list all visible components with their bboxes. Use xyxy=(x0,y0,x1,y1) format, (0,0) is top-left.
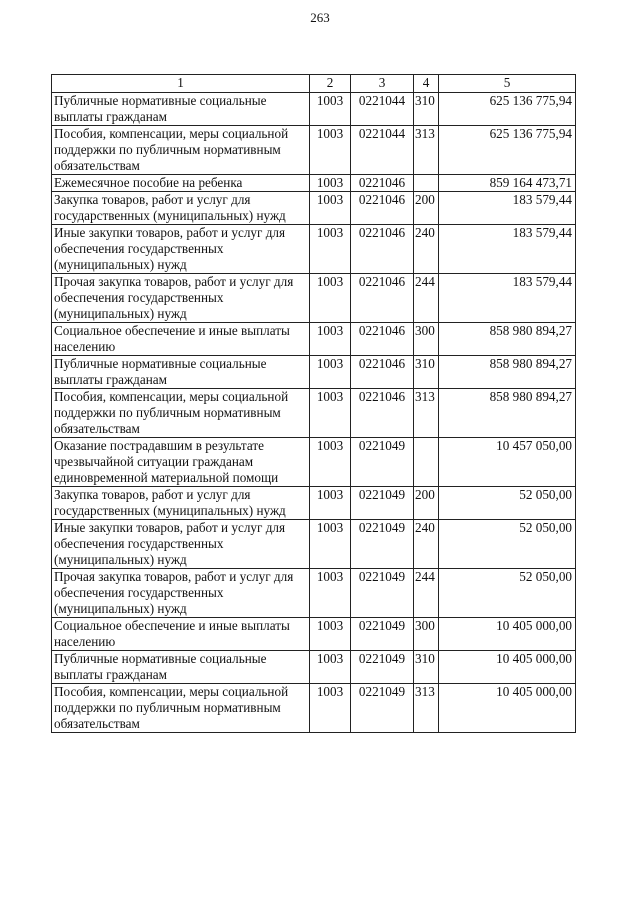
row-kind-cell: 300 xyxy=(414,618,439,651)
row-amount-cell: 183 579,44 xyxy=(439,274,576,323)
row-kind-cell: 244 xyxy=(414,569,439,618)
column-header-name: 1 xyxy=(52,75,310,93)
column-header-code: 3 xyxy=(351,75,414,93)
row-name-cell: Прочая закупка товаров, работ и услуг для обеспечения государственных (муниципальных) нужд xyxy=(52,569,310,618)
table-header xyxy=(52,75,576,93)
row-kind-cell: 310 xyxy=(414,651,439,684)
row-section-cell: 1003 xyxy=(310,569,351,618)
table-row xyxy=(52,487,576,520)
column-header-section: 2 xyxy=(310,75,351,93)
row-name-cell: Закупка товаров, работ и услуг для государственных (муниципальных) нужд xyxy=(52,192,310,225)
table-row xyxy=(52,274,576,323)
row-code-cell: 0221049 xyxy=(351,618,414,651)
row-kind-cell: 240 xyxy=(414,520,439,569)
row-amount-cell: 858 980 894,27 xyxy=(439,389,576,438)
row-kind-cell: 313 xyxy=(414,126,439,175)
table-row xyxy=(52,684,576,733)
row-name-cell: Прочая закупка товаров, работ и услуг для обеспечения государственных (муниципальных) нужд xyxy=(52,274,310,323)
row-kind-cell: 313 xyxy=(414,684,439,733)
row-amount-cell: 10 405 000,00 xyxy=(439,684,576,733)
row-amount-cell: 10 457 050,00 xyxy=(439,438,576,487)
table-row xyxy=(52,520,576,569)
row-section-cell: 1003 xyxy=(310,93,351,126)
row-kind-cell xyxy=(414,438,439,487)
row-amount-cell: 10 405 000,00 xyxy=(439,618,576,651)
row-name-cell: Закупка товаров, работ и услуг для государственных (муниципальных) нужд xyxy=(52,487,310,520)
table-row xyxy=(52,438,576,487)
row-amount-cell: 52 050,00 xyxy=(439,569,576,618)
row-name-cell: Публичные нормативные социальные выплаты гражданам xyxy=(52,356,310,389)
row-section-cell: 1003 xyxy=(310,126,351,175)
row-amount-cell: 10 405 000,00 xyxy=(439,651,576,684)
row-amount-cell: 859 164 473,71 xyxy=(439,175,576,192)
row-code-cell: 0221049 xyxy=(351,651,414,684)
column-header-kind: 4 xyxy=(414,75,439,93)
column-header-amount: 5 xyxy=(439,75,576,93)
row-section-cell: 1003 xyxy=(310,274,351,323)
row-code-cell: 0221049 xyxy=(351,569,414,618)
row-code-cell: 0221049 xyxy=(351,438,414,487)
row-section-cell: 1003 xyxy=(310,356,351,389)
row-name-cell: Социальное обеспечение и иные выплаты населению xyxy=(52,618,310,651)
row-name-cell: Ежемесячное пособие на ребенка xyxy=(52,175,310,192)
budget-table xyxy=(51,74,576,733)
row-section-cell: 1003 xyxy=(310,192,351,225)
row-amount-cell: 52 050,00 xyxy=(439,520,576,569)
row-section-cell: 1003 xyxy=(310,389,351,438)
table-row xyxy=(52,93,576,126)
row-code-cell: 0221046 xyxy=(351,323,414,356)
row-amount-cell: 858 980 894,27 xyxy=(439,323,576,356)
row-kind-cell: 240 xyxy=(414,225,439,274)
row-kind-cell: 313 xyxy=(414,389,439,438)
row-code-cell: 0221049 xyxy=(351,487,414,520)
row-amount-cell: 52 050,00 xyxy=(439,487,576,520)
row-section-cell: 1003 xyxy=(310,225,351,274)
table-row xyxy=(52,618,576,651)
table-row xyxy=(52,225,576,274)
row-code-cell: 0221046 xyxy=(351,175,414,192)
table-row xyxy=(52,569,576,618)
table-body xyxy=(52,93,576,733)
row-amount-cell: 625 136 775,94 xyxy=(439,126,576,175)
row-name-cell: Публичные нормативные социальные выплаты гражданам xyxy=(52,93,310,126)
row-section-cell: 1003 xyxy=(310,323,351,356)
row-amount-cell: 183 579,44 xyxy=(439,225,576,274)
row-code-cell: 0221044 xyxy=(351,126,414,175)
table-row xyxy=(52,389,576,438)
row-kind-cell xyxy=(414,175,439,192)
table-row xyxy=(52,323,576,356)
table-row xyxy=(52,126,576,175)
row-code-cell: 0221046 xyxy=(351,389,414,438)
row-name-cell: Иные закупки товаров, работ и услуг для обеспечения государственных (муниципальных) нужд xyxy=(52,225,310,274)
row-section-cell: 1003 xyxy=(310,175,351,192)
row-code-cell: 0221046 xyxy=(351,274,414,323)
row-section-cell: 1003 xyxy=(310,487,351,520)
row-name-cell: Пособия, компенсации, меры социальной поддержки по публичным нормативным обязательствам xyxy=(52,684,310,733)
row-section-cell: 1003 xyxy=(310,520,351,569)
row-amount-cell: 858 980 894,27 xyxy=(439,356,576,389)
page-number: 263 xyxy=(310,10,330,25)
row-name-cell: Пособия, компенсации, меры социальной поддержки по публичным нормативным обязательствам xyxy=(52,389,310,438)
row-code-cell: 0221046 xyxy=(351,356,414,389)
row-code-cell: 0221049 xyxy=(351,520,414,569)
row-section-cell: 1003 xyxy=(310,438,351,487)
row-amount-cell: 183 579,44 xyxy=(439,192,576,225)
row-code-cell: 0221046 xyxy=(351,192,414,225)
row-code-cell: 0221049 xyxy=(351,684,414,733)
row-code-cell: 0221046 xyxy=(351,225,414,274)
row-kind-cell: 310 xyxy=(414,356,439,389)
table-row xyxy=(52,356,576,389)
row-amount-cell: 625 136 775,94 xyxy=(439,93,576,126)
row-name-cell: Публичные нормативные социальные выплаты гражданам xyxy=(52,651,310,684)
row-section-cell: 1003 xyxy=(310,684,351,733)
table-row xyxy=(52,175,576,192)
row-kind-cell: 300 xyxy=(414,323,439,356)
row-name-cell: Иные закупки товаров, работ и услуг для обеспечения государственных (муниципальных) нужд xyxy=(52,520,310,569)
row-section-cell: 1003 xyxy=(310,618,351,651)
table-row xyxy=(52,192,576,225)
row-kind-cell: 244 xyxy=(414,274,439,323)
row-kind-cell: 310 xyxy=(414,93,439,126)
row-name-cell: Социальное обеспечение и иные выплаты населению xyxy=(52,323,310,356)
header-row xyxy=(52,75,576,93)
table-row xyxy=(52,651,576,684)
row-section-cell: 1003 xyxy=(310,651,351,684)
row-name-cell: Пособия, компенсации, меры социальной поддержки по публичным нормативным обязательствам xyxy=(52,126,310,175)
row-name-cell: Оказание пострадавшим в результате чрезвычайной ситуации гражданам единовременной материальной помощи xyxy=(52,438,310,487)
row-kind-cell: 200 xyxy=(414,192,439,225)
row-kind-cell: 200 xyxy=(414,487,439,520)
row-code-cell: 0221044 xyxy=(351,93,414,126)
